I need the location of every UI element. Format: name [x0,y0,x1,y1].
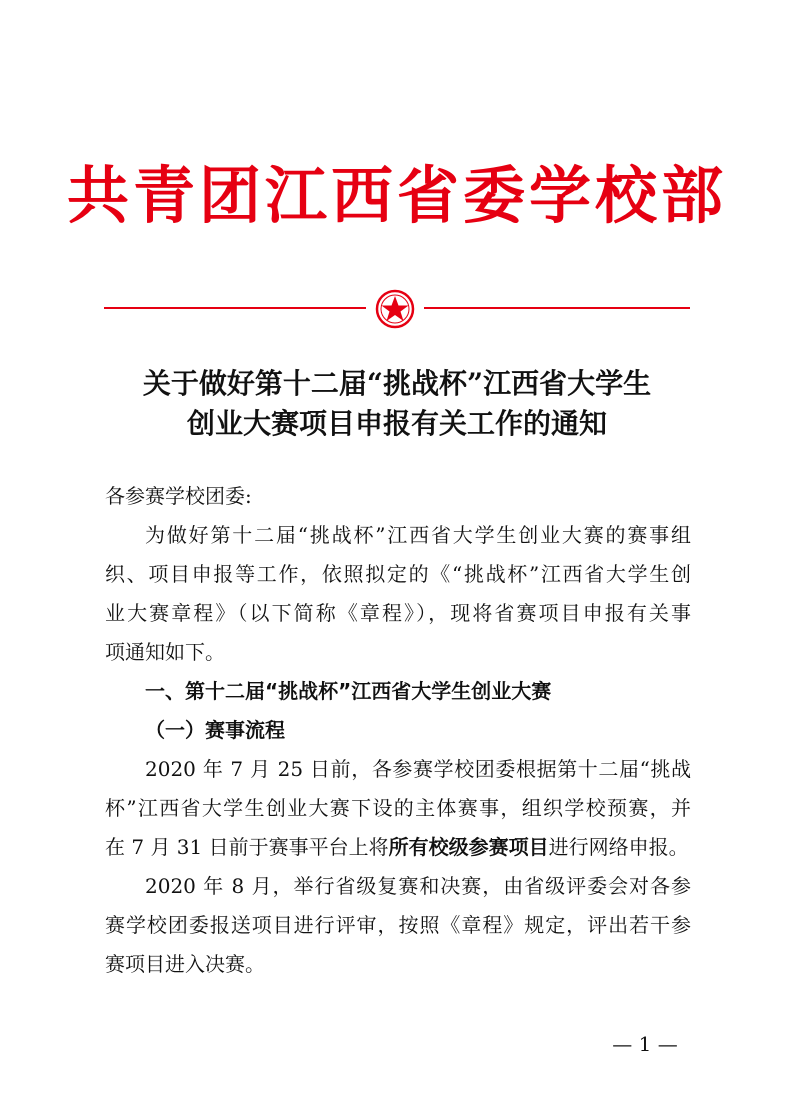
paragraph-2-line-3 [105,833,691,861]
section-heading-1: 一、第十二届“挑战杯”江西省大学生创业大赛 [145,679,552,703]
paragraph-1-line-4: 项通知如下。 [105,640,225,664]
paragraph-2-line-3-start: 在 7 月 31 日前于赛事平台上将 [105,835,389,859]
document-title-line-2: 创业大赛项目申报有关工作的通知 [186,407,607,440]
paragraph-3-line-2: 赛学校团委报送项目进行评审，按照《章程》规定，评出若干参 [105,913,691,937]
paragraph-1-line-2: 织、项目申报等工作，依照拟定的《“挑战杯”江西省大学生创 [105,562,691,586]
paragraph-2-line-3-end: 进行网络申报。 [548,835,689,859]
salutation: 各参赛学校团委: [105,484,252,508]
subsection-heading-1: （一）赛事流程 [145,718,285,742]
emphasis-all-school-projects: 所有校级参赛项目 [388,835,549,859]
header-rule-left [104,307,366,309]
red-star-emblem-icon [375,289,415,329]
paragraph-2-line-1: 2020 年 7 月 25 日前，各参赛学校团委根据第十二届“挑战 [145,757,691,781]
paragraph-2-line-2: 杯”江西省大学生创业大赛下设的主体赛事，组织学校预赛，并 [105,796,691,820]
paragraph-1-line-3: 业大赛章程》（以下简称《章程》），现将省赛项目申报有关事 [105,601,691,625]
header-rule-right [424,307,690,309]
paragraph-1-line-1: 为做好第十二届“挑战杯”江西省大学生创业大赛的赛事组 [145,523,691,547]
org-header-title: 共青团江西省委学校部 [66,159,727,232]
page-number: — 1 — [612,1032,678,1056]
paragraph-3-line-3: 赛项目进入决赛。 [105,952,265,976]
document-title-line-1: 关于做好第十二届“挑战杯”江西省大学生 [142,367,652,400]
paragraph-3-line-1: 2020 年 8 月，举行省级复赛和决赛，由省级评委会对各参 [145,874,691,898]
